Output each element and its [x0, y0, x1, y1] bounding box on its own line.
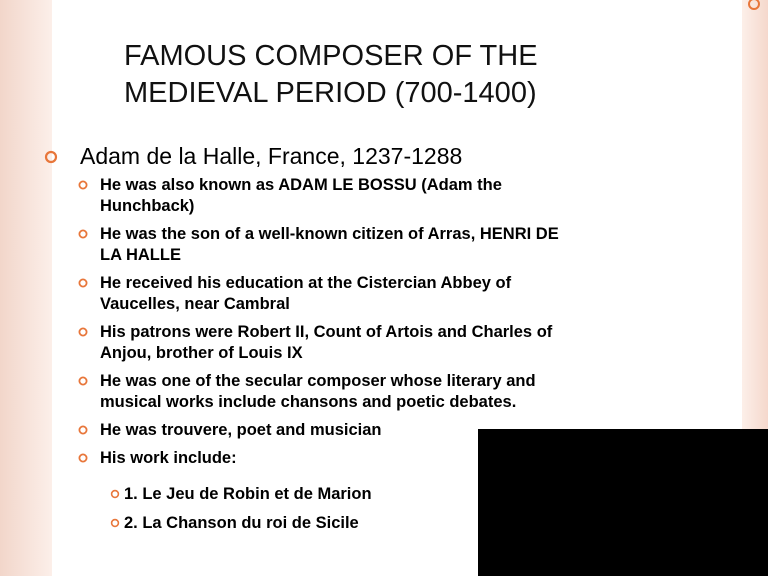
detail-line-1: He was one of the secular composer whose literary and — [100, 372, 536, 390]
detail-line-2: Vaucelles, near Cambral — [100, 295, 290, 313]
works-list — [110, 484, 372, 542]
detail-line-2: Hunchback) — [100, 197, 195, 215]
main-bullet-row — [44, 142, 644, 170]
title-line-1: FAMOUS COMPOSER OF THE — [124, 40, 538, 72]
sub-bullet-icon — [110, 518, 120, 528]
bullet-icon — [78, 180, 88, 190]
bullet-icon — [78, 453, 88, 463]
work-title: 1. Le Jeu de Robin et de Marion — [124, 485, 372, 503]
detail-item — [78, 371, 658, 413]
title-line-2: MEDIEVAL PERIOD (700-1400) — [124, 77, 537, 109]
detail-line-1: He received his education at the Cistercian Abbey of — [100, 274, 512, 292]
slide-title — [124, 38, 684, 112]
main-bullet-icon — [44, 150, 66, 164]
detail-line-1: He was the son of a well-known citizen of Arras, HENRI DE — [100, 225, 559, 243]
detail-item — [78, 224, 658, 266]
detail-line-1: His patrons were Robert II, Count of Artois and Charles of — [100, 323, 553, 341]
detail-line-1: His work include: — [100, 449, 237, 467]
left-decorative-band — [0, 0, 52, 576]
sub-bullet-icon — [110, 489, 120, 499]
detail-item — [78, 273, 658, 315]
bullet-icon — [78, 278, 88, 288]
detail-line-2: Anjou, brother of Louis IX — [100, 344, 303, 362]
main-bullet-text: Adam de la Halle, France, 1237-1288 — [80, 143, 463, 169]
black-overlay-box — [478, 429, 768, 576]
work-item — [110, 484, 372, 505]
detail-item — [78, 175, 658, 217]
work-title: 2. La Chanson du roi de Sicile — [124, 514, 359, 532]
bullet-icon — [78, 376, 88, 386]
corner-bullet-icon — [740, 0, 768, 14]
work-item — [110, 513, 372, 534]
detail-line-1: He was also known as ADAM LE BOSSU (Adam the — [100, 176, 502, 194]
bullet-icon — [78, 229, 88, 239]
bullet-icon — [78, 425, 88, 435]
detail-line-2: musical works include chansons and poetic debates. — [100, 393, 517, 411]
detail-line-1: He was trouvere, poet and musician — [100, 421, 382, 439]
detail-line-2: LA HALLE — [100, 246, 181, 264]
bullet-icon — [78, 327, 88, 337]
detail-item — [78, 322, 658, 364]
